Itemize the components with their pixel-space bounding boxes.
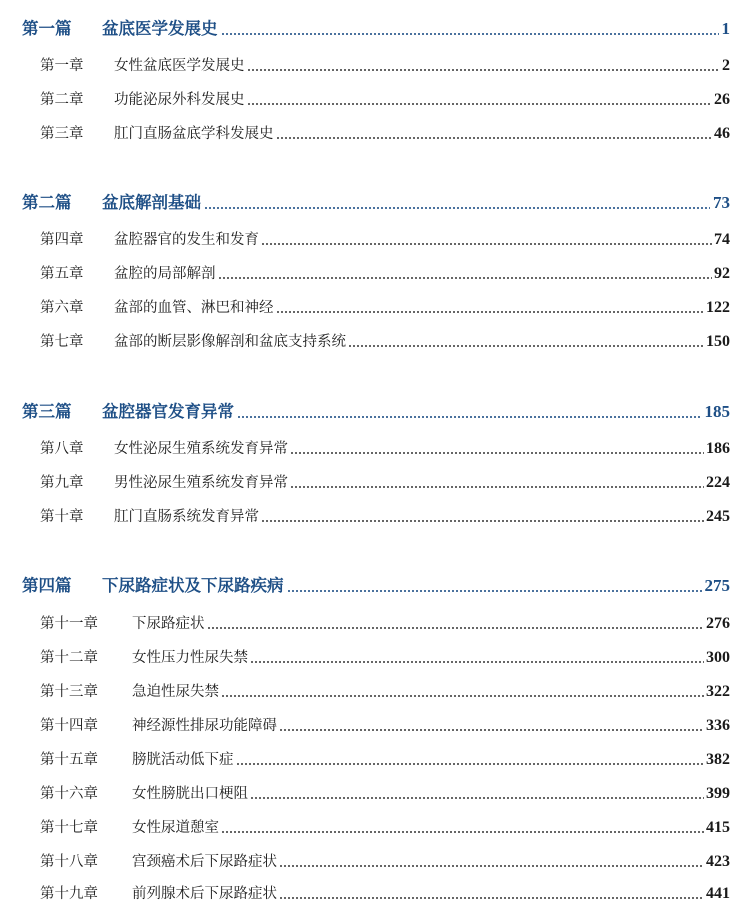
toc-chapter-8[interactable] [40, 435, 730, 459]
dot-leader [261, 520, 704, 522]
part-page-number: 185 [704, 402, 730, 421]
toc-chapter-9[interactable] [40, 469, 730, 493]
dot-leader [247, 69, 721, 71]
part-page-number: 73 [713, 193, 730, 212]
chapter-title: 肛门直肠系统发育异常 [114, 509, 259, 525]
chapter-page-number: 186 [706, 440, 730, 457]
dot-leader [221, 33, 719, 35]
chapter-number: 第十八章 [40, 854, 98, 870]
chapter-number: 第七章 [40, 334, 84, 350]
dot-leader [348, 345, 704, 347]
toc-chapter-17[interactable] [40, 814, 730, 838]
chapter-title: 功能泌尿外科发展史 [114, 92, 245, 108]
part-number: 第一篇 [22, 19, 72, 38]
chapter-number: 第一章 [40, 58, 84, 74]
chapter-page-number: 92 [714, 265, 730, 282]
chapter-number: 第十七章 [40, 820, 98, 836]
dot-leader [287, 590, 702, 592]
dot-leader [250, 797, 704, 799]
chapter-page-number: 399 [706, 785, 730, 802]
dot-leader [290, 452, 704, 454]
dot-leader [250, 661, 704, 663]
dot-leader [290, 486, 704, 488]
dot-leader [279, 897, 704, 899]
toc-chapter-14[interactable] [40, 712, 730, 736]
chapter-page-number: 26 [714, 91, 730, 108]
chapter-page-number: 423 [706, 853, 730, 870]
chapter-number: 第九章 [40, 475, 84, 491]
toc-chapter-12[interactable] [40, 644, 730, 668]
chapter-page-number: 322 [706, 683, 730, 700]
toc-chapter-4[interactable] [40, 226, 730, 250]
part-page-number: 1 [721, 19, 730, 38]
dot-leader [221, 831, 704, 833]
dot-leader [279, 729, 704, 731]
chapter-number: 第十三章 [40, 684, 98, 700]
chapter-number: 第十二章 [40, 650, 98, 666]
chapter-number: 第十一章 [40, 616, 98, 632]
chapter-number: 第十六章 [40, 786, 98, 802]
chapter-page-number: 2 [722, 57, 730, 74]
chapter-page-number: 150 [706, 333, 730, 350]
part-number: 第三篇 [22, 402, 72, 421]
chapter-number: 第五章 [40, 266, 84, 282]
dot-leader [276, 137, 713, 139]
chapter-number: 第十章 [40, 509, 84, 525]
dot-leader [237, 416, 702, 418]
part-title: 下尿路症状及下尿路疾病 [102, 576, 284, 595]
chapter-page-number: 46 [714, 125, 730, 142]
toc-chapter-1[interactable] [40, 52, 730, 76]
chapter-page-number: 276 [706, 615, 730, 632]
chapter-number: 第六章 [40, 300, 84, 316]
dot-leader [204, 207, 710, 209]
toc-chapter-6[interactable] [40, 294, 730, 318]
toc-part-1[interactable] [22, 10, 730, 40]
chapter-number: 第十四章 [40, 718, 98, 734]
chapter-title: 盆部的血管、淋巴和神经 [114, 300, 274, 316]
chapter-title: 肛门直肠盆底学科发展史 [114, 126, 274, 142]
dot-leader [247, 103, 713, 105]
chapter-title: 下尿路症状 [132, 616, 205, 632]
part-page-number: 275 [704, 576, 730, 595]
chapter-page-number: 245 [706, 508, 730, 525]
chapter-number: 第十五章 [40, 752, 98, 768]
dot-leader [218, 277, 713, 279]
chapter-title: 女性膀胱出口梗阻 [132, 786, 248, 802]
toc-chapter-16[interactable] [40, 780, 730, 804]
dot-leader [221, 695, 704, 697]
toc-chapter-15[interactable] [40, 746, 730, 770]
dot-leader [279, 865, 704, 867]
chapter-page-number: 382 [706, 751, 730, 768]
toc-chapter-13[interactable] [40, 678, 730, 702]
chapter-title: 女性泌尿生殖系统发育异常 [114, 441, 288, 457]
chapter-title: 女性压力性尿失禁 [132, 650, 248, 666]
chapter-title: 膀胱活动低下症 [132, 752, 234, 768]
chapter-title: 盆部的断层影像解剖和盆底支持系统 [114, 334, 346, 350]
toc-chapter-19[interactable] [40, 880, 730, 904]
chapter-title: 盆腔的局部解剖 [114, 266, 216, 282]
dot-leader [261, 243, 712, 245]
part-number: 第二篇 [22, 193, 72, 212]
chapter-title: 盆腔器官的发生和发育 [114, 232, 259, 248]
chapter-title: 宫颈癌术后下尿路症状 [132, 854, 277, 870]
chapter-title: 前列腺术后下尿路症状 [132, 886, 277, 902]
chapter-title: 女性盆底医学发展史 [114, 58, 245, 74]
chapter-number: 第八章 [40, 441, 84, 457]
toc-chapter-2[interactable] [40, 86, 730, 110]
chapter-page-number: 415 [706, 819, 730, 836]
chapter-title: 神经源性排尿功能障碍 [132, 718, 277, 734]
chapter-title: 急迫性尿失禁 [132, 684, 219, 700]
dot-leader [207, 627, 705, 629]
part-title: 盆底解剖基础 [102, 193, 201, 212]
part-number: 第四篇 [22, 576, 72, 595]
chapter-page-number: 224 [706, 474, 730, 491]
part-title: 盆腔器官发育异常 [102, 402, 234, 421]
chapter-page-number: 74 [714, 231, 730, 248]
part-title: 盆底医学发展史 [102, 19, 218, 38]
chapter-page-number: 122 [706, 299, 730, 316]
toc-part-2[interactable] [22, 184, 730, 214]
chapter-title: 女性尿道憩室 [132, 820, 219, 836]
chapter-number: 第四章 [40, 232, 84, 248]
chapter-number: 第十九章 [40, 886, 98, 902]
chapter-page-number: 441 [706, 885, 730, 902]
chapter-number: 第二章 [40, 92, 84, 108]
chapter-page-number: 300 [706, 649, 730, 666]
toc-chapter-18[interactable] [40, 848, 730, 872]
chapter-title: 男性泌尿生殖系统发育异常 [114, 475, 288, 491]
toc-part-4[interactable] [22, 567, 730, 597]
toc-chapter-11[interactable] [40, 610, 730, 634]
toc-chapter-10[interactable] [40, 503, 730, 527]
dot-leader [276, 311, 705, 313]
dot-leader [236, 763, 705, 765]
toc-part-3[interactable] [22, 393, 730, 423]
chapter-page-number: 336 [706, 717, 730, 734]
toc-chapter-3[interactable] [40, 120, 730, 144]
toc-chapter-5[interactable] [40, 260, 730, 284]
chapter-number: 第三章 [40, 126, 84, 142]
toc-chapter-7[interactable] [40, 328, 730, 352]
